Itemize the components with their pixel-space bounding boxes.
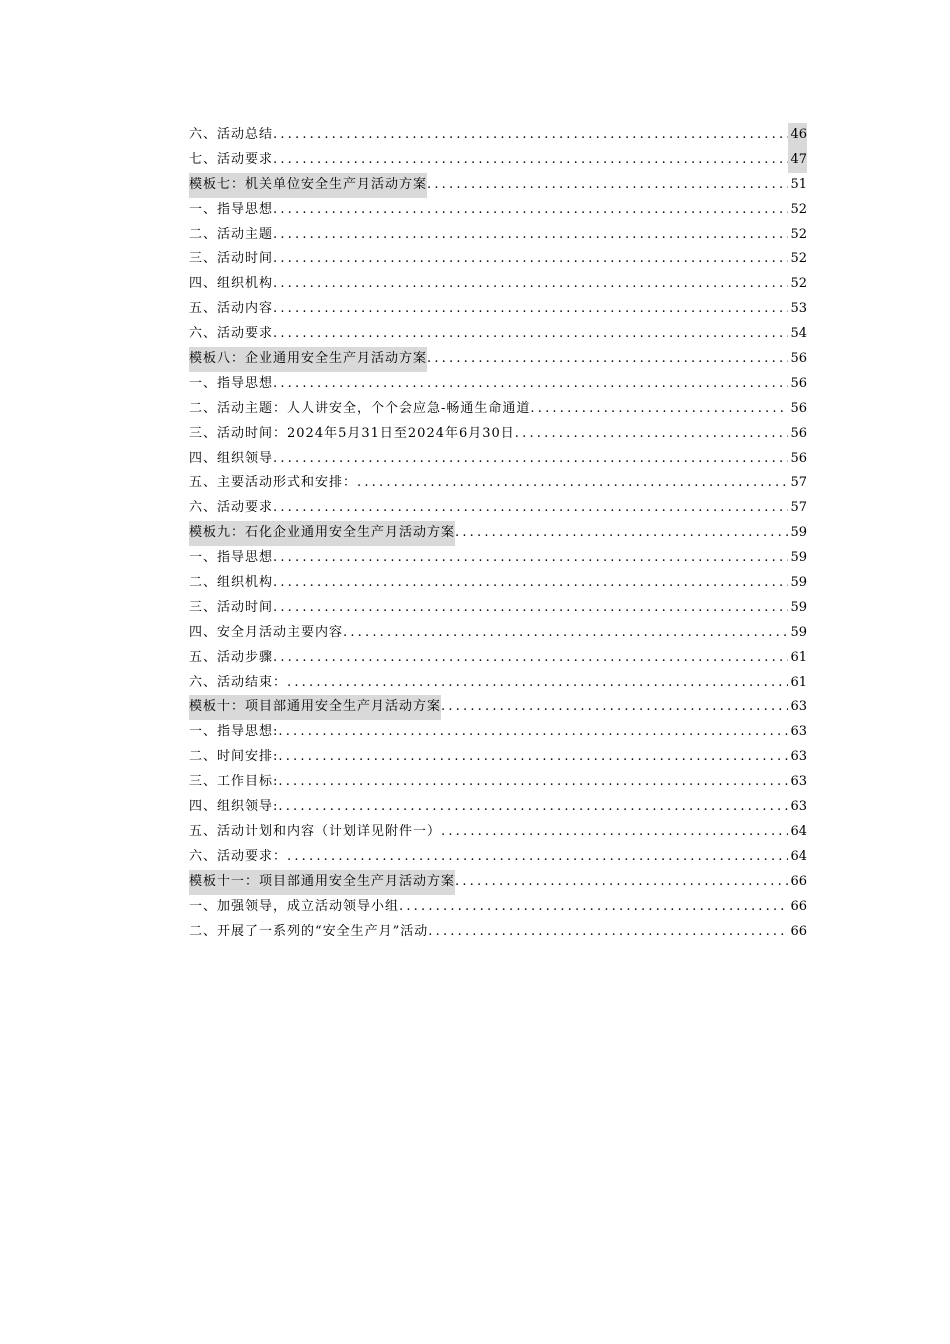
toc-leader-dots [273, 372, 788, 397]
toc-entry-row[interactable] [189, 372, 807, 397]
toc-entry-row[interactable] [189, 820, 807, 845]
toc-page-number[interactable]: 53 [790, 301, 807, 317]
toc-leader-dots [455, 521, 788, 546]
toc-entry-title[interactable]: 模板十一：项目部通用安全生产月活动方案 [189, 870, 455, 895]
toc-page-number[interactable]: 59 [790, 550, 807, 566]
toc-entry-title[interactable]: 模板七：机关单位安全生产月活动方案 [189, 173, 427, 198]
toc-entry-title[interactable]: 六、活动要求： [189, 848, 288, 864]
toc-leader-dots [273, 496, 788, 521]
toc-entry-title[interactable]: 一、指导思想 [189, 201, 274, 217]
toc-leader-dots [287, 671, 788, 696]
toc-entry-row[interactable] [189, 397, 807, 422]
toc-page-number[interactable]: 52 [790, 201, 807, 217]
toc-entry-title[interactable]: 三、活动时间：2024年5月31日至2024年6月30日 [189, 425, 515, 441]
toc-entry-title[interactable]: 四、安全月活动主要内容 [189, 624, 344, 640]
toc-page-number[interactable]: 54 [790, 326, 807, 342]
toc-heading-row[interactable] [189, 173, 807, 198]
toc-leader-dots [357, 471, 788, 496]
toc-entry-row[interactable] [189, 895, 807, 920]
toc-entry-row[interactable] [189, 571, 807, 596]
toc-leader-dots [273, 596, 788, 621]
toc-entry-row[interactable] [189, 447, 807, 472]
toc-page-number[interactable]: 56 [790, 400, 807, 416]
toc-entry-row[interactable] [189, 795, 807, 820]
toc-page-number[interactable]: 57 [790, 500, 807, 516]
toc-entry-title[interactable]: 四、组织领导 [189, 450, 274, 466]
toc-entry-title[interactable]: 六、活动总结 [189, 127, 274, 142]
toc-entry-row[interactable] [189, 920, 807, 945]
toc-entry-row[interactable] [189, 720, 807, 745]
toc-page-number[interactable]: 63 [790, 699, 807, 715]
toc-leader-dots [441, 820, 788, 845]
toc-leader-dots [273, 322, 788, 347]
toc-entry-title[interactable]: 三、活动时间 [189, 251, 274, 267]
toc-entry-row[interactable] [189, 198, 807, 223]
toc-entry-row[interactable] [189, 322, 807, 347]
toc-entry-row[interactable] [189, 148, 807, 173]
toc-leader-dots [515, 422, 789, 447]
toc-leader-dots [278, 745, 788, 770]
toc-entry-row[interactable] [189, 845, 807, 870]
toc-page-number[interactable]: 59 [790, 525, 807, 541]
toc-entry-title[interactable]: 四、组织领导: [189, 799, 279, 815]
toc-leader-dots [273, 223, 788, 248]
toc-entry-row[interactable] [189, 770, 807, 795]
toc-entry-row[interactable] [189, 223, 807, 248]
toc-entry-title[interactable]: 三、工作目标: [189, 774, 279, 790]
toc-leader-dots [287, 845, 788, 870]
toc-entry-title[interactable]: 一、指导思想: [189, 724, 279, 740]
toc-entry-title[interactable]: 二、组织机构 [189, 575, 274, 591]
toc-leader-dots [427, 347, 788, 372]
toc-entry-row[interactable] [189, 596, 807, 621]
toc-entry-title[interactable]: 二、活动主题 [189, 226, 274, 242]
toc-page-number[interactable]: 52 [790, 276, 807, 292]
toc-page-number[interactable]: 63 [790, 724, 807, 740]
toc-leader-dots [455, 870, 788, 895]
toc-page-number[interactable]: 56 [790, 450, 807, 466]
toc-entry-title[interactable]: 二、活动主题：人人讲安全，个个会应急-畅通生命通道 [189, 400, 531, 416]
toc-page-number[interactable]: 47 [788, 148, 807, 173]
toc-page-number[interactable]: 66 [790, 898, 807, 914]
toc-page-number[interactable]: 63 [790, 774, 807, 790]
toc-leader-dots [273, 571, 788, 596]
table-of-contents [189, 123, 807, 944]
toc-page-number[interactable]: 66 [790, 923, 807, 939]
toc-page-number[interactable]: 63 [790, 799, 807, 815]
toc-entry-title[interactable]: 五、活动计划和内容（计划详见附件一） [189, 823, 442, 839]
toc-page-number[interactable]: 59 [790, 575, 807, 591]
toc-leader-dots [273, 123, 788, 148]
toc-heading-row[interactable] [189, 870, 807, 895]
toc-page-number[interactable]: 56 [790, 375, 807, 391]
toc-entry-title[interactable]: 一、加强领导，成立活动领导小组 [189, 898, 400, 914]
toc-entry-title[interactable]: 三、活动时间 [189, 599, 274, 615]
toc-entry-title[interactable]: 模板八：企业通用安全生产月活动方案 [189, 347, 427, 372]
toc-entry-row[interactable] [189, 123, 807, 148]
toc-leader-dots [278, 770, 788, 795]
toc-entry-row[interactable] [189, 745, 807, 770]
toc-leader-dots [278, 720, 788, 745]
toc-page-number[interactable]: 64 [790, 848, 807, 864]
toc-entry-title[interactable]: 模板十：项目部通用安全生产月活动方案 [189, 695, 441, 720]
toc-entry-title[interactable]: 五、活动内容 [189, 301, 274, 317]
toc-page-number[interactable]: 66 [790, 873, 807, 889]
toc-entry-row[interactable] [189, 297, 807, 322]
toc-page-number[interactable]: 61 [790, 674, 807, 690]
toc-entry-title[interactable]: 一、指导思想 [189, 550, 274, 566]
toc-page-number[interactable]: 46 [788, 123, 807, 148]
toc-leader-dots [441, 695, 788, 720]
toc-entry-title[interactable]: 二、时间安排: [189, 749, 279, 765]
toc-entry-title[interactable]: 六、活动要求 [189, 326, 274, 342]
toc-leader-dots [273, 148, 788, 173]
toc-entry-row[interactable] [189, 422, 807, 447]
toc-entry-row[interactable] [189, 671, 807, 696]
toc-entry-title[interactable]: 六、活动结束： [189, 674, 288, 690]
toc-page-number[interactable]: 52 [790, 251, 807, 267]
toc-page-number[interactable]: 63 [790, 749, 807, 765]
toc-page-number[interactable]: 59 [790, 624, 807, 640]
toc-entry-row[interactable] [189, 646, 807, 671]
toc-leader-dots [273, 198, 788, 223]
toc-page-number[interactable]: 64 [790, 823, 807, 839]
toc-entry-title[interactable]: 一、指导思想 [189, 375, 274, 391]
toc-leader-dots [530, 397, 788, 422]
toc-leader-dots [273, 447, 788, 472]
toc-page-number[interactable]: 59 [790, 599, 807, 615]
toc-page-number[interactable]: 51 [790, 176, 807, 192]
toc-leader-dots [278, 795, 788, 820]
toc-entry-title[interactable]: 六、活动要求 [189, 500, 274, 516]
toc-page-number[interactable]: 52 [790, 226, 807, 242]
toc-heading-row[interactable] [189, 695, 807, 720]
toc-entry-title[interactable]: 模板九：石化企业通用安全生产月活动方案 [189, 521, 455, 546]
toc-leader-dots [273, 646, 788, 671]
toc-leader-dots [427, 173, 788, 198]
toc-leader-dots [428, 920, 788, 945]
toc-page-number[interactable]: 57 [790, 475, 807, 491]
toc-page-number[interactable]: 61 [790, 649, 807, 665]
toc-entry-row[interactable] [189, 546, 807, 571]
toc-leader-dots [273, 297, 788, 322]
toc-heading-row[interactable] [189, 521, 807, 546]
toc-heading-row[interactable] [189, 347, 807, 372]
toc-leader-dots [343, 621, 788, 646]
toc-page-number[interactable]: 56 [790, 425, 807, 441]
toc-entry-title[interactable]: 五、活动步骤 [189, 649, 274, 665]
toc-entry-row[interactable] [189, 247, 807, 272]
toc-entry-row[interactable] [189, 471, 807, 496]
toc-leader-dots [273, 546, 788, 571]
toc-entry-row[interactable] [189, 496, 807, 521]
toc-entry-title[interactable]: 七、活动要求 [189, 151, 274, 167]
toc-entry-title[interactable]: 二、开展了一系列的“安全生产月”活动 [189, 923, 429, 939]
toc-entry-title[interactable]: 四、组织机构 [189, 276, 274, 292]
toc-page-number[interactable]: 56 [790, 351, 807, 367]
toc-leader-dots [273, 247, 788, 272]
toc-entry-row[interactable] [189, 272, 807, 297]
toc-entry-title[interactable]: 五、主要活动形式和安排： [189, 475, 358, 491]
toc-leader-dots [399, 895, 788, 920]
toc-entry-row[interactable] [189, 621, 807, 646]
toc-leader-dots [273, 272, 788, 297]
